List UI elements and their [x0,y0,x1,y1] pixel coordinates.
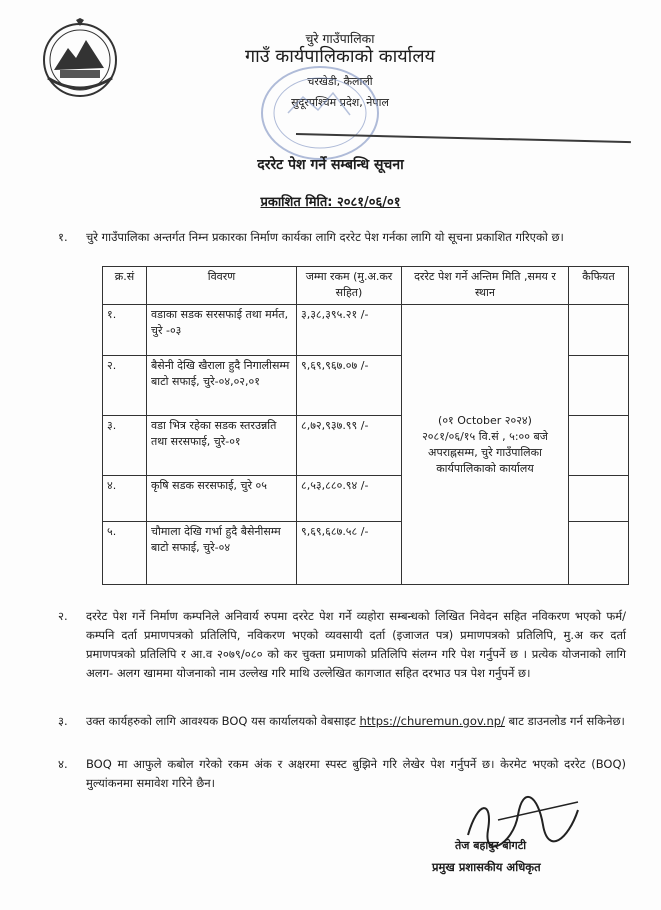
row-amount: ८,७२,९३७.९९ /- [297,416,402,476]
address-line-2: सुदूरपश्चिम प्रदेश, नेपाल [291,96,389,109]
table-row [103,305,629,356]
row-remarks [569,522,629,585]
row-amount: ९,६९,९६७.०७ /- [297,356,402,416]
municipality-logo [40,18,120,102]
address-line-1: चरखेडी, कैलाली [307,75,373,88]
row-sn: ५. [103,522,147,585]
col-desc: विवरण [147,267,297,305]
office-stamp [238,55,398,165]
col-deadline: दररेट पेश गर्ने अन्तिम मिति ,समय र स्थान [402,267,569,305]
row-remarks [569,416,629,476]
point-3: ३. उक्त कार्यहरुको लागि आवश्यक BOQ यस कार्यालयको वेबसाइट https://churemun.gov.np/ बाट डाउनलोड गर्न सकिनेछ। [58,714,625,728]
published-date: प्रकाशित मिति: २०८१/०६/०१ [260,195,401,210]
row-sn: ४. [103,476,147,522]
row-desc: कृषि सडक सरसफाई, चुरे ०५ [147,476,297,522]
col-remarks: कैफियत [569,267,629,305]
deadline-cell: (०१ October २०२४) २०८१/०६/१५ वि.सं , ५:०० बजे अपराह्नसम्म, चुरे गाउँपालिका कार्यपालिकाको कार्यालय [402,305,569,585]
row-desc: चौमाला देखि गर्भा हुदै बैसेनीसम्म बाटो सफाई, चुरे-०४ [147,522,297,585]
row-remarks [569,305,629,356]
website-link[interactable]: https://churemun.gov.np/ [359,714,505,728]
point-2: २. दररेट पेश गर्ने निर्माण कम्पनिले अनिवार्य रुपमा दररेट पेश गर्ने व्यहोरा सम्बन्धको लिखित निवेदन सहित नविकरण भएको फर्म/ कम्पनि दर्ता प्रमाणपत्रको प्रतिलिपि, नविकरण भएको व्यवसायी दर्ता (इजाजत पत्र) प्रमाणपत्रको प्रतिलिपि, मु.अ कर दर्ता प्रमाणपत्रको प्रतिलिपि र आ.व २०७९/०८० को कर चुक्ता प्रमाणको प्रतिलिपि संलग्न गरि पेश गर्नुपर्ने छ । प्रत्येक योजनाको लागि अलग- अलग खाममा योजनाको नाम उल्लेख गरि माथि उल्लेखित कागजात सहित दरभाउ पत्र पेश गर्नुपर्ने छ। [58,609,626,680]
works-table [102,266,629,585]
point-4: ४. BOQ मा आफुले कबोल गरेको रकम अंक र अक्षरमा स्पस्ट बुझिने गरि लेखेर पेश गर्नुपर्ने छ। केरमेट भएको दररेट (BOQ) मुल्यांकनमा समावेश गरिने छैन। [58,757,626,790]
notice-title: दररेट पेश गर्ने सम्बन्धि सूचना [257,157,404,173]
row-amount: ३,३८,३९५.२१ /- [297,305,402,356]
row-sn: २. [103,356,147,416]
point-1: १. चुरे गाउँपालिका अन्तर्गत निम्न प्रकारका निर्माण कार्यका लागि दररेट पेश गर्नका लागि यो सूचना प्रकाशित गरिएको छ। [58,230,564,244]
row-desc: बैसेनी देखि खैराला हुदै निगालीसम्म बाटो सफाई, चुरे-०४,०२,०१ [147,356,297,416]
office-name: गाउँ कार्यपालिकाको कार्यालय [245,46,435,67]
row-desc: वडा भित्र रहेका सडक स्तरउन्नति तथा सरसफाई, चुरे-०१ [147,416,297,476]
officer-title: प्रमुख प्रशासकीय अधिकृत [432,860,541,874]
row-desc: वडाका सडक सरसफाई तथा मर्मत, चुरे -०३ [147,305,297,356]
row-sn: ३. [103,416,147,476]
row-amount: ८,५३,८८०.९४ /- [297,476,402,522]
row-remarks [569,476,629,522]
org-name: चुरे गाउँपालिका [305,31,375,46]
row-amount: ९,६९,६८७.५८ /- [297,522,402,585]
col-sn: क्र.सं [103,267,147,305]
col-amount: जम्मा रकम (मु.अ.कर सहित) [297,267,402,305]
officer-name: तेज बहादुर बोगटी [455,839,527,852]
row-remarks [569,356,629,416]
row-sn: १. [103,305,147,356]
